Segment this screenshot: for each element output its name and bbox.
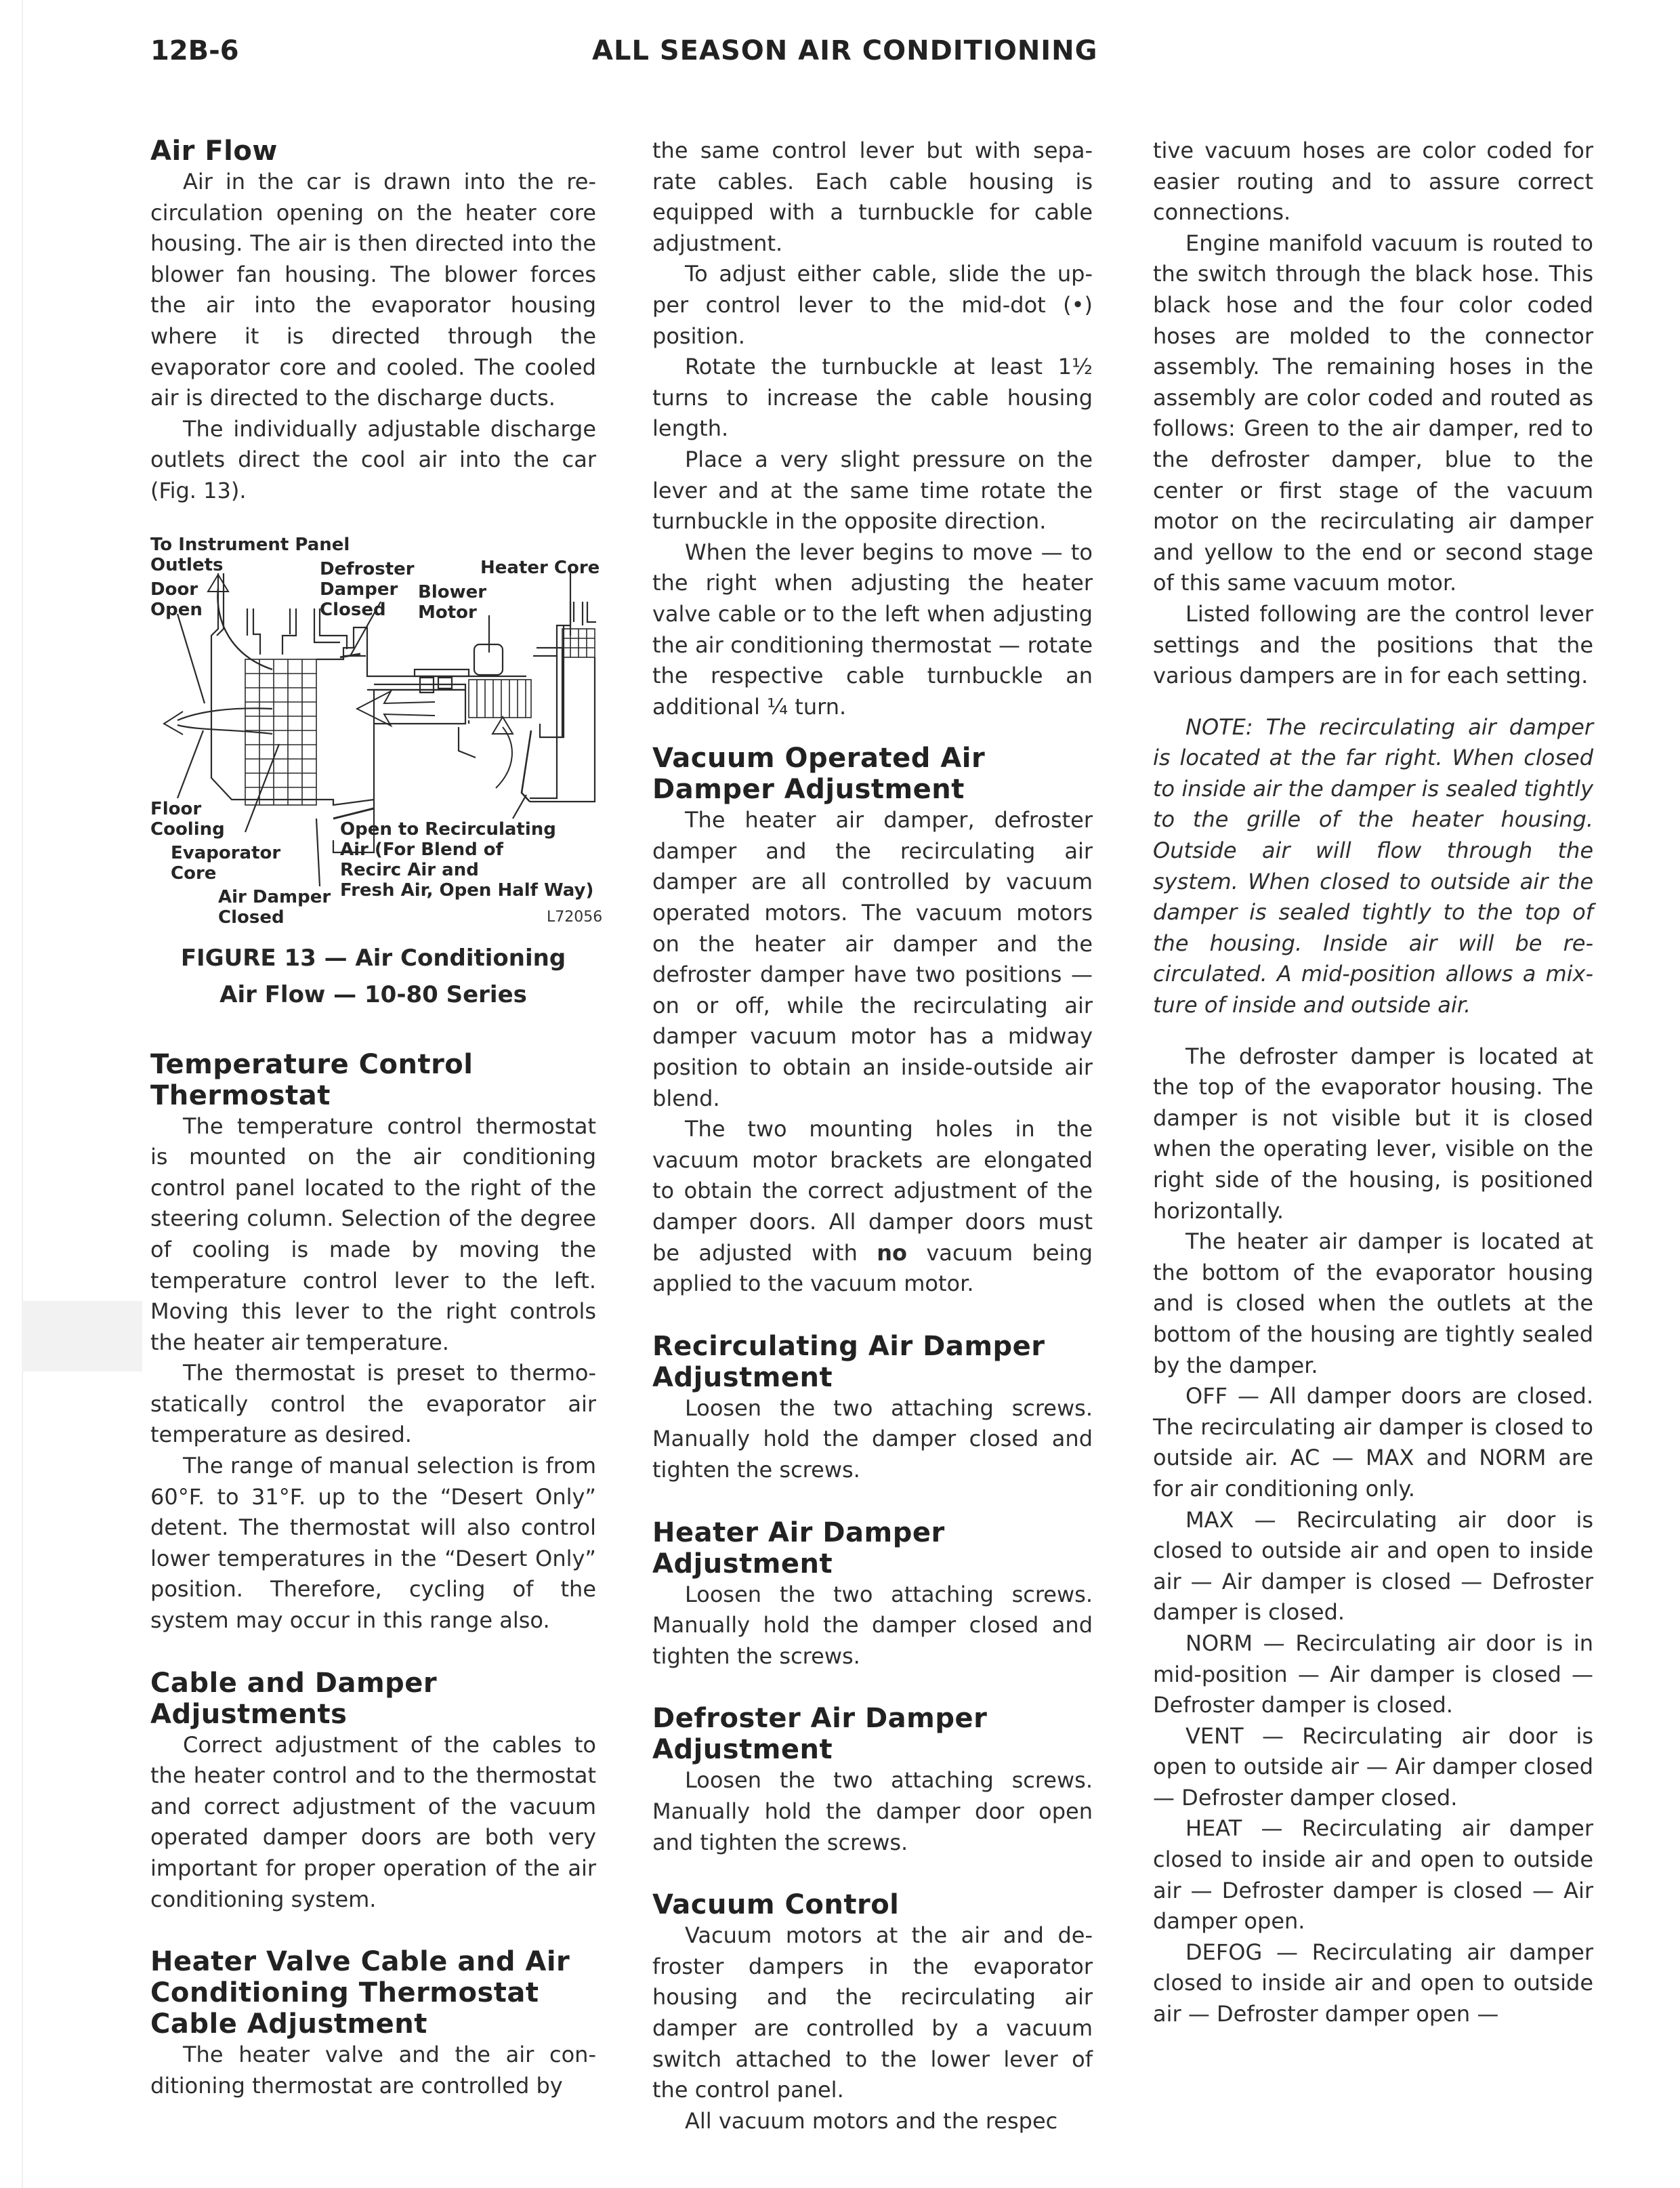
text-run: vacuum being applied to the vacuum motor. — [652, 1239, 1093, 1297]
left-column — [150, 136, 603, 2101]
label-recirc-line1: Open to Recirculating — [340, 819, 556, 840]
figure-caption-line2: Air Flow — 10-80 Series — [219, 981, 527, 1008]
page-header — [150, 35, 1593, 76]
label-core: Core — [171, 863, 217, 884]
paragraph: tive vacuum hoses are color coded for easier routing and to assure correct connections. — [1153, 138, 1593, 226]
figure-id: L72056 — [547, 908, 603, 926]
section-title-defroster-air: Defroster Air Damper Adjustment — [652, 1703, 988, 1766]
emphasis-no: no — [877, 1239, 907, 1266]
paragraph: The heater air damper is located at the bottom of the evaporator housing and is closed when the outlets at the bottom of the housing are tightly sealed by the damper. — [1153, 1229, 1593, 1378]
section-title-vacuum-control: Vacuum Control — [652, 1889, 900, 1921]
paragraph: To adjust either cable, slide the upper control lever to the mid-dot (•) position. — [652, 261, 1093, 349]
setting-off: OFF — All damper doors are closed. The recirculating air damper is closed to outside air. AC — MAX and NORM are for air conditioning only. — [1153, 1383, 1593, 1502]
paragraph: The heater air damper, defroster damper and the recirculating air damper are all controlled by vacuum operated motors. The vacuum motors on the heater air damper and the defroster damper have two positions — on or off, while the recirculating air damper vacuum motor has a midway position to obtain an inside-outside air blend. — [652, 807, 1093, 1111]
paragraph: The individually adjustable discharge outlets direct the cool air into the car (Fig. 13). — [150, 415, 596, 503]
paragraph: Air in the car is drawn into the recirculation opening on the heater core housing. The air is then directed into the blower fan housing. The blower forces the air into the evaporator housing where it is directed through the evaporator core and cooled. The cooled air is directed to the discharge ducts. — [150, 169, 596, 411]
paragraph: All vacuum motors and the respec — [685, 2107, 1058, 2134]
paragraph: When the lever begins to move — to the right when adjusting the heater valve cable or to the left when adjusting the air conditioning thermostat — rotate the respective cable turnbuckle an additional ¼ turn. — [652, 539, 1093, 720]
label-outlets: Outlets — [150, 554, 224, 575]
section-title-heater-valve: Heater Valve Cable and Air Conditioning Thermostat Cable Adjustment — [150, 1946, 570, 2040]
paragraph: Place a very slight pressure on the lever and at the same time rotate the turnbuckle in the opposite direction. — [652, 446, 1093, 535]
figure-caption-line1: FIGURE 13 — Air Conditioning — [180, 944, 566, 972]
text-run: The two mounting holes in the vacuum motor brackets are elongated to obtain the correct adjustment of the damper doors. All damper doors must be adjusted with — [652, 1116, 1093, 1266]
label-air-damper: Air Damper — [218, 886, 331, 907]
label-evaporator: Evaporator — [171, 842, 281, 863]
label-defroster: Defroster — [320, 558, 415, 579]
section-title-cable-damper: Cable and Damper Adjustments — [150, 1667, 438, 1730]
label-to-instrument-panel: To Instrument Panel — [150, 534, 350, 555]
paragraph: Correct adjustment of the cables to the heater control and to the thermostat and correct adjustment of the vacuum operated damper doors are both very important for proper operation of the air conditioning system. — [150, 1731, 596, 1912]
paragraph: The temperature control thermostat is mounted on the air conditioning control panel located to the right of the steering column. Selection of the degree of cooling is made by moving the temperature control lever to the left. Moving this lever to the right controls the heater air temperature. — [150, 1113, 596, 1355]
running-title: ALL SEASON AIR CONDITIONING — [592, 35, 1098, 66]
label-open: Open — [150, 599, 203, 620]
label-air-damper-closed: Closed — [218, 907, 285, 928]
setting-defog: DEFOG — Recirculating air damper closed to inside air and open to outside air — Defroster damper open — — [1153, 1939, 1593, 2027]
label-door: Door — [150, 579, 198, 600]
label-floor: Floor — [150, 798, 202, 819]
paragraph: The range of manual selection is from 60°F. to 31°F. up to the “Desert Only” detent. The thermostat will also control lower temperatures in the “Desert Only” position. Therefore, cycling of the system may occur in this range also. — [150, 1453, 596, 1634]
section-title-vacuum-operated: Vacuum Operated Air Damper Adjustment — [652, 743, 986, 806]
setting-max: MAX — Recirculating air door is closed to outside air and open to inside air — Air damper is closed — Defroster damper is closed. — [1153, 1506, 1593, 1626]
paragraph: the same control lever but with separate cables. Each cable housing is equipped with a turnbuckle for cable adjustment. — [652, 138, 1093, 256]
label-blower: Blower — [418, 581, 487, 602]
paragraph: The defroster damper is located at the top of the evaporator housing. The damper is not visible but it is closed when the operating lever, visible on the right side of the housing, is positioned horizontally. — [1153, 1043, 1593, 1224]
paragraph-no-vacuum — [652, 1114, 1093, 1300]
page-edge — [22, 0, 23, 2188]
paragraph: Rotate the turnbuckle at least 1½ turns to increase the cable housing length. — [652, 354, 1093, 442]
label-cooling: Cooling — [150, 819, 225, 840]
section-title-temperature-control: Temperature Control Thermostat — [150, 1048, 474, 1111]
right-column — [1153, 136, 1593, 2030]
note-paragraph: NOTE: The recirculating air damper is located at the far right. When closed to inside air the damper is sealed tightly to the grille of the heater housing. Outside air will flow through the system. When closed to outside air the damper is sealed tightly to the top of the housing. Inside air will be recirculated. A mid-position allows a mixture of inside and outside air. — [1153, 714, 1593, 1018]
label-closed: Closed — [320, 599, 386, 620]
paragraph: Loosen the two attaching screws. Manually hold the damper closed and tighten the screws. — [652, 1395, 1093, 1483]
paragraph: Engine manifold vacuum is routed to the switch through the black hose. This black hose and the four color coded hoses are molded to the connector assembly. The remaining hoses in the assembly are color coded and routed as follows: Green to the air damper, red to the defroster damper, blue to the center or first stage of the vacuum motor on the recirculating air damper and yellow to the end or second stage of this same vacuum motor. — [1153, 230, 1593, 596]
label-recirc-line2: Air (For Blend of — [340, 839, 503, 860]
label-heater-core: Heater Core — [480, 557, 600, 578]
figure-13-air-flow-diagram — [150, 534, 603, 1008]
label-recirc-line3: Recirc Air and — [340, 859, 479, 880]
section-title-heater-air: Heater Air Damper Adjustment — [652, 1516, 945, 1580]
middle-column — [652, 136, 1093, 2137]
page-number: 12B-6 — [150, 35, 239, 66]
label-recirc-line4: Fresh Air, Open Half Way) — [340, 880, 594, 901]
label-motor: Motor — [418, 602, 477, 623]
setting-norm: NORM — Recirculating air door is in mid-position — Air damper is closed — Defroster damper is closed. — [1153, 1630, 1593, 1718]
setting-heat: HEAT — Recirculating air damper closed to inside air and open to outside air — Defroster damper is closed — Air damper open. — [1153, 1815, 1593, 1935]
margin-smudge — [22, 1301, 142, 1371]
paragraph: Vacuum motors at the air and defroster dampers in the evaporator housing and the recirculating air damper are controlled by a vacuum switch attached to the lower lever of the control panel. — [652, 1922, 1093, 2103]
paragraph: The thermostat is preset to thermostatically control the evaporator air temperature as desired. — [150, 1360, 596, 1448]
paragraph: Listed following are the control lever settings and the positions that the various dampers are in for each setting. — [1153, 600, 1593, 689]
paragraph: The heater valve and the air conditioning thermostat are controlled by — [150, 2042, 596, 2099]
paragraph: Loosen the two attaching screws. Manually hold the damper door open and tighten the screws. — [652, 1767, 1093, 1855]
section-title-air-flow: Air Flow — [150, 136, 278, 167]
paragraph: Loosen the two attaching screws. Manually hold the damper closed and tighten the screws. — [652, 1581, 1093, 1669]
section-title-recirculating: Recirculating Air Damper Adjustment — [652, 1330, 1045, 1393]
setting-vent: VENT — Recirculating air door is open to outside air — Air damper closed — Defroster damper closed. — [1153, 1722, 1593, 1811]
label-damper: Damper — [320, 579, 398, 600]
